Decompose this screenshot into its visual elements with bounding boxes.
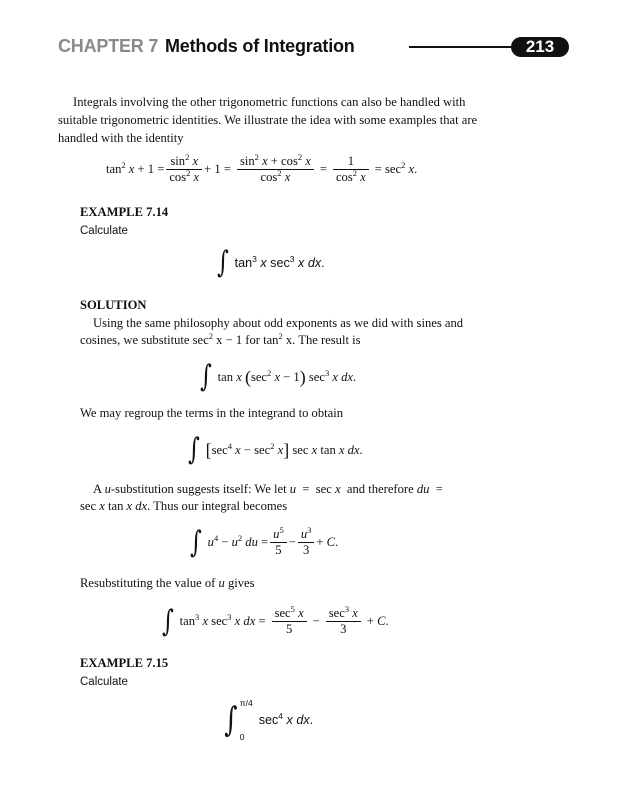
intro-paragraph: Integrals involving the other trigonometric functions can also be handled with suitable trigonometric identities. We illustrate the idea with some examples that are handled with the identity	[58, 95, 478, 145]
example-714-label: EXAMPLE 7.14	[80, 205, 169, 219]
page-number: 213	[511, 37, 569, 57]
para1-line2-mid: x − 1 for tan	[212, 333, 279, 347]
solution-para3-line1: A u-substitution suggests itself: We let u = sec x and therefore du =	[93, 482, 443, 496]
solution-para2: We may regroup the terms in the integrand to obtain	[80, 406, 344, 420]
lower-limit: 0	[239, 732, 245, 742]
identity-equation: $\tan^2 x + 1$ = $\frac{\sin^2 x}{\cos^2 x}$ + 1 = $\frac{\sin^2 x + \cos^2 x}{\cos^2 x}$ = $\frac{1}{\cos^2 x}$ = $\sec^2 x$.	[106, 152, 418, 184]
para1-line2-start: cosines, we substitute sec	[80, 333, 209, 347]
chapter-title: Methods of Integration	[165, 36, 355, 56]
chapter-label: CHAPTER 7	[58, 36, 159, 56]
solution-para3-line2: sec x tan x dx. Thus our integral becomes	[80, 499, 288, 513]
solution-label: SOLUTION	[80, 298, 147, 312]
example-715-instruction: Calculate	[80, 676, 128, 688]
example-715-label: EXAMPLE 7.15	[80, 656, 169, 670]
solution-para1-line1: Using the same philosophy about odd exponents as we did with sines and	[93, 316, 464, 330]
solution-para4: Resubstituting the value of u gives	[80, 576, 255, 590]
solution-eq2: ∫ [$\sec^4$ $x - \sec^2 x$] sec x tan x dx.	[187, 432, 363, 467]
solution-para1-line2: cosines, we substitute $\sec^2 x - 1$ for $\tan^2 x$. The result is	[80, 331, 361, 347]
header-rule	[409, 46, 524, 48]
solution-eq4: ∫ $\tan^3 x$ $\sec^3 x$ dx = $\frac{\sec^5 x}{5}$ − $\frac{\sec^3 x}{3}$ + C.	[161, 603, 389, 639]
example-714-integral: ∫ $\tan^3 x$ $\sec^3 x$ dx.	[216, 245, 325, 280]
example-714-instruction: Calculate	[80, 225, 128, 237]
para1-line2-end: x. The result is	[282, 333, 361, 347]
upper-limit: π/4	[239, 698, 253, 708]
solution-eq1: ∫ tan x ($\sec^2$ x − 1) $\sec^3 x$ dx.	[199, 359, 357, 394]
solution-eq3: ∫ $u^4 - u^2$ du = $\frac{u^5}{5}$ − $\frac{u^3}{3}$ + C.	[189, 524, 339, 560]
example-715-integral: ∫ π/4 0 $\sec^4 x$ dx.	[224, 698, 314, 742]
